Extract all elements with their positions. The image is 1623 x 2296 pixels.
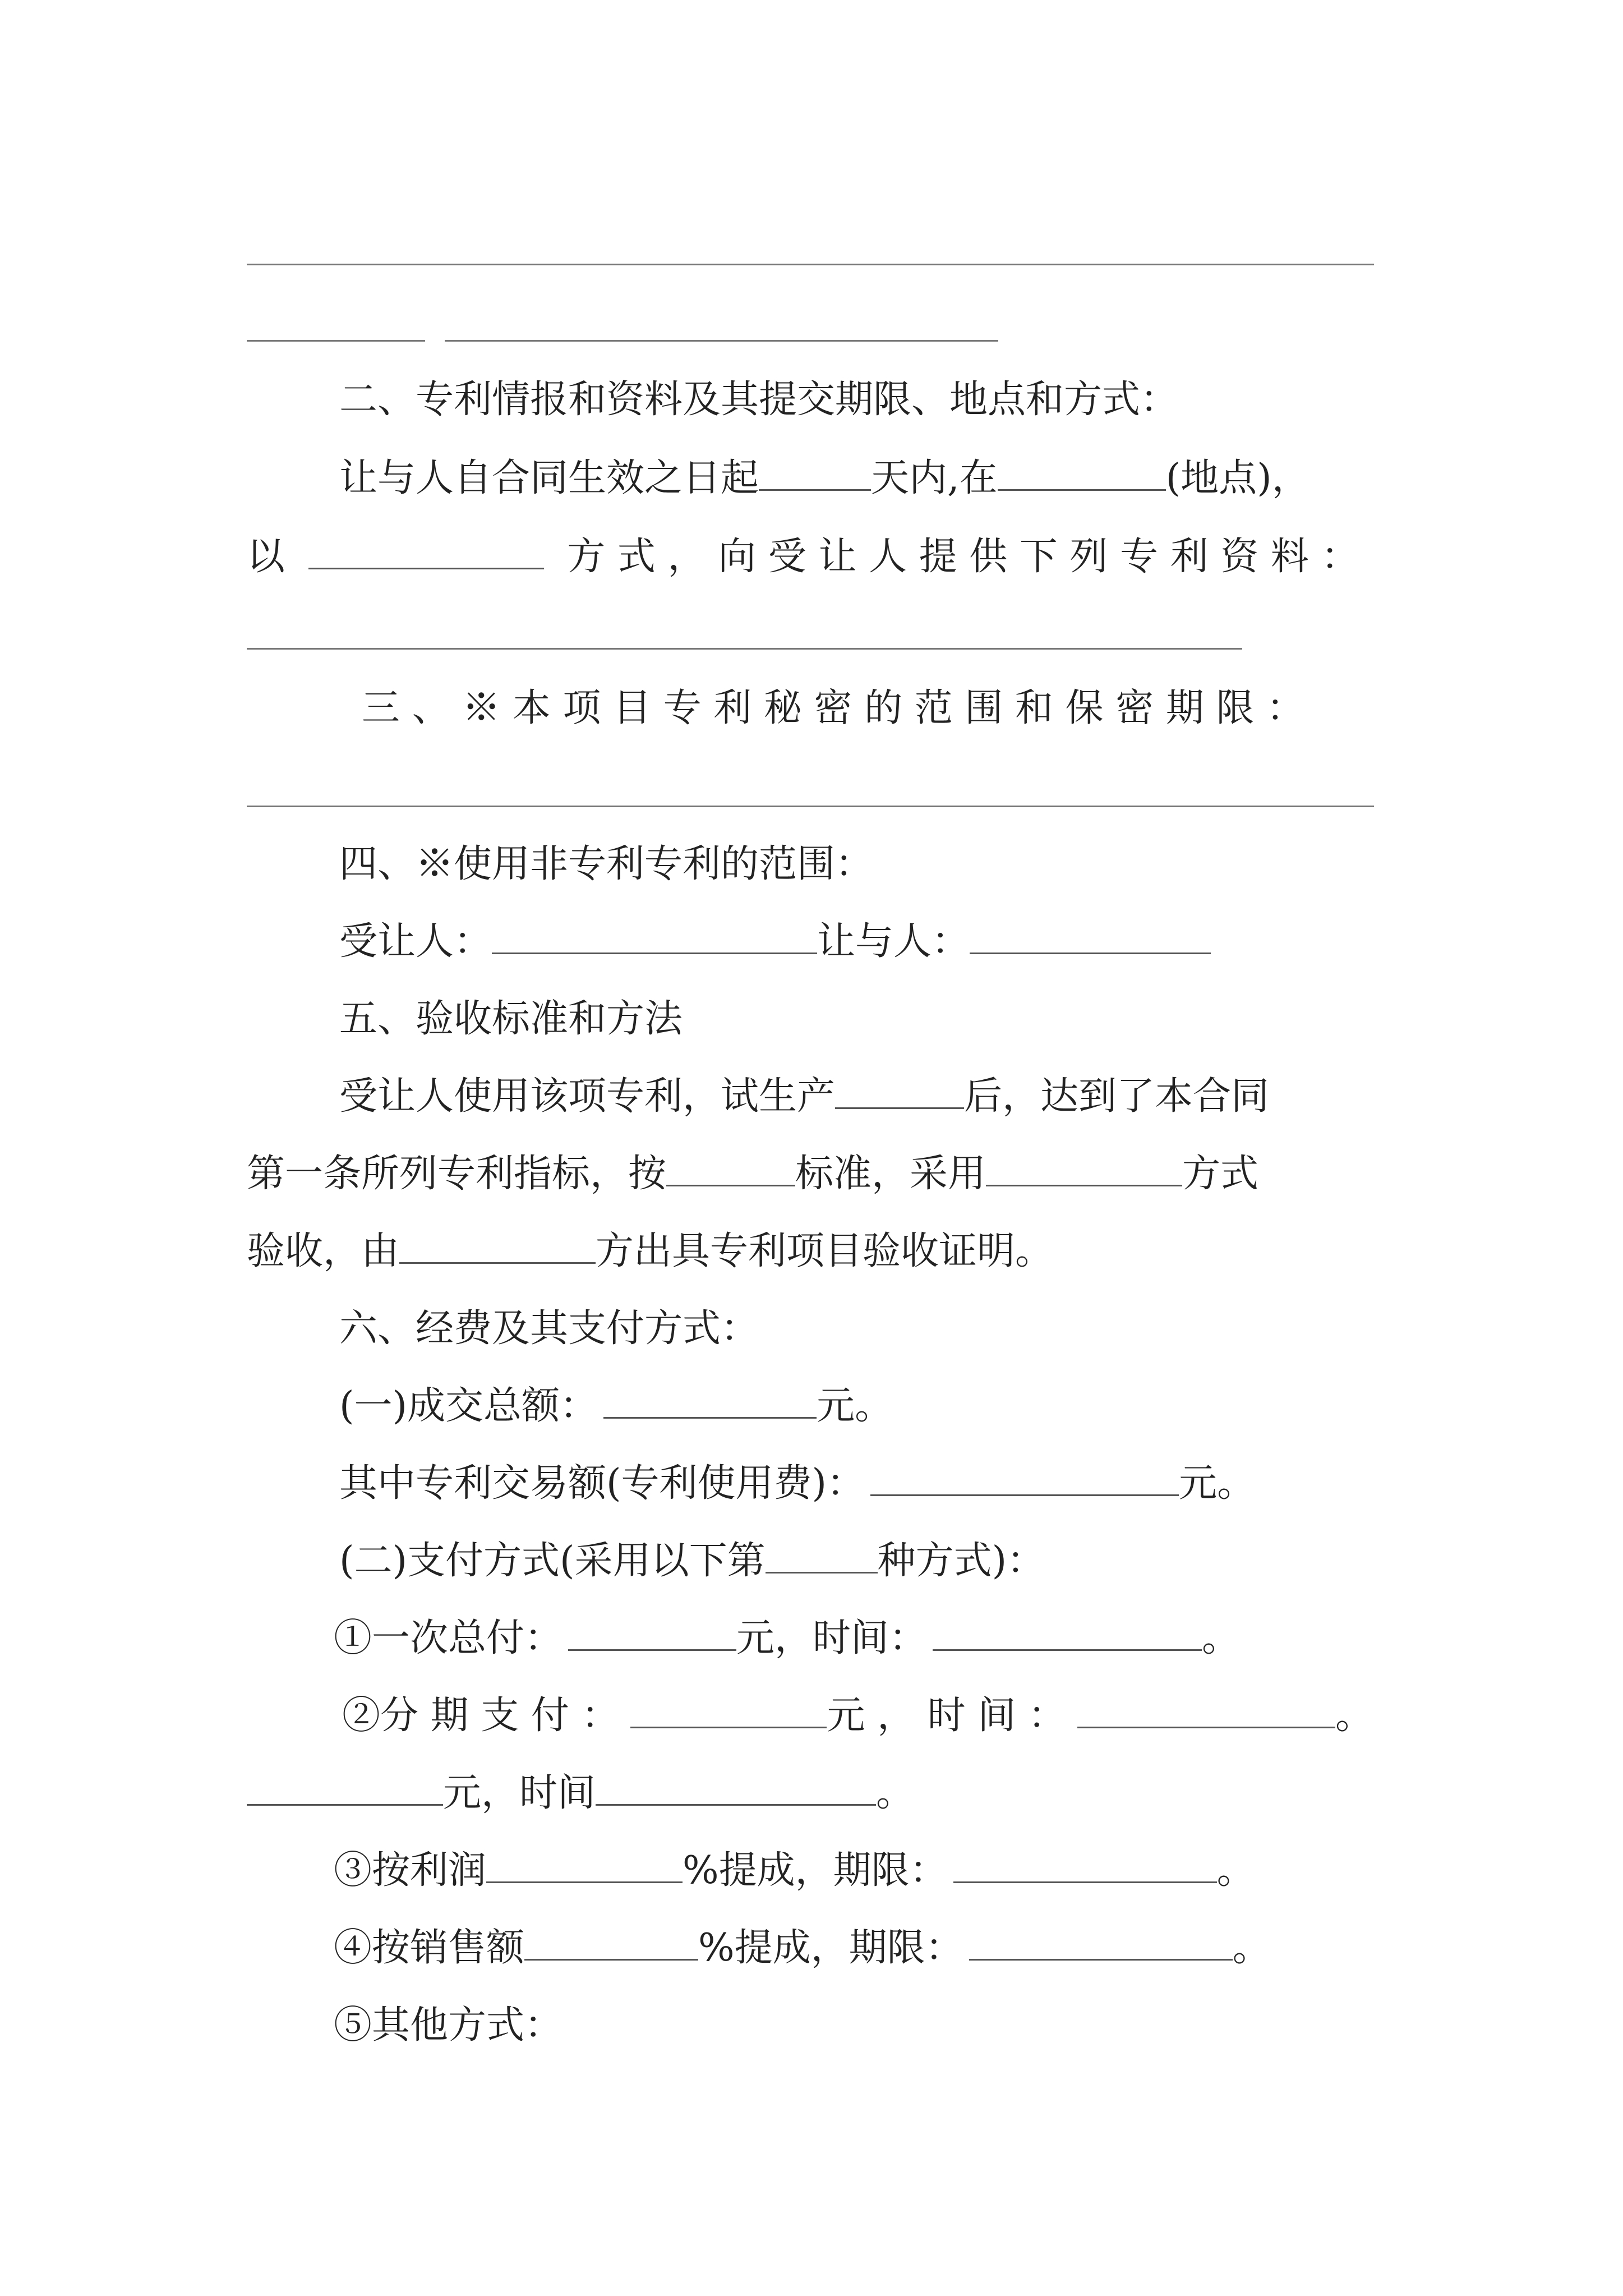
- text: 标准，采用: [795, 1152, 986, 1196]
- section-4-parties: [339, 917, 1211, 967]
- text: 其中专利交易额(专利使用费)：: [339, 1461, 865, 1506]
- text: 后，达到了本合同: [964, 1074, 1270, 1119]
- fill-blank-lump-sum[interactable]: [568, 1614, 736, 1651]
- section-6-patent-fee: [339, 1458, 1255, 1509]
- fill-blank-sales-percent[interactable]: [524, 1924, 698, 1961]
- section-3-heading: [362, 683, 1304, 734]
- fill-blank-method-number[interactable]: [766, 1537, 878, 1573]
- fill-blank-installment-time[interactable]: [1077, 1692, 1335, 1728]
- text: ①一次总付：: [334, 1616, 563, 1660]
- text: 让与人自合同生效之日起: [339, 456, 759, 500]
- fill-blank-method[interactable]: [308, 533, 544, 569]
- fill-blank-profit-term[interactable]: [953, 1847, 1217, 1883]
- section-4-heading-text: 四、※使用非专利专利的范围：: [339, 842, 874, 886]
- payment-option-1: [334, 1613, 1240, 1664]
- text: ②分 期 支 付 ：: [342, 1694, 620, 1738]
- section-2-heading-text: 二、专利情报和资料及其提交期限、地点和方式：: [339, 378, 1179, 422]
- fill-blank-assignor[interactable]: [970, 918, 1211, 954]
- fill-blank-profit-percent[interactable]: [486, 1847, 683, 1883]
- section-5-paragraph-1: [339, 1071, 1269, 1122]
- blank-rule: [247, 340, 425, 342]
- payment-option-2-continued: [247, 1768, 914, 1819]
- text: ④按销售额: [334, 1926, 525, 1970]
- blank-rule: [445, 340, 998, 342]
- text: 。: [1232, 1926, 1271, 1970]
- text: ③按利润: [334, 1848, 487, 1893]
- text: 天内,在: [871, 456, 998, 500]
- section-6-total-amount: [339, 1381, 893, 1432]
- fill-blank-total-amount[interactable]: [603, 1382, 817, 1419]
- fill-blank-lump-sum-time[interactable]: [933, 1614, 1202, 1651]
- section-2-paragraph-2: [247, 532, 1359, 582]
- assignor-label: 让与人：: [817, 919, 970, 964]
- fill-blank-installment-time-2[interactable]: [596, 1769, 876, 1806]
- section-3-heading-text: 三 、 ※ 本 项 目 专 利 秘 密 的 范 围 和 保 密 期 限 ：: [362, 686, 1305, 730]
- blank-rule: [247, 648, 1242, 650]
- text: 元，时间: [443, 1771, 596, 1815]
- section-5-heading-text: 五、验收标准和方法: [339, 997, 683, 1041]
- text: 第一条所列专利指标，按: [247, 1152, 667, 1196]
- section-5-paragraph-2: [247, 1149, 1258, 1199]
- text: (二)支付方式(采用以下第: [339, 1539, 766, 1583]
- text: 元 ， 时 间 ：: [827, 1694, 1066, 1738]
- fill-blank-standard[interactable]: [666, 1150, 795, 1186]
- text: 验收，由: [247, 1229, 400, 1273]
- blank-rule: [247, 264, 1374, 265]
- text: 元，时间：: [736, 1616, 928, 1660]
- fill-blank-location[interactable]: [998, 454, 1166, 491]
- payment-option-5: [334, 2000, 562, 2051]
- text: 受让人使用该项专利，试生产: [339, 1074, 836, 1119]
- section-6-heading-text: 六、经费及其支付方式：: [339, 1306, 759, 1351]
- section-2-paragraph-1: [339, 453, 1310, 504]
- text: 。: [1202, 1616, 1241, 1660]
- text: 。: [1335, 1694, 1373, 1738]
- fill-blank-days[interactable]: [759, 454, 871, 491]
- fill-blank-installment-amount-2[interactable]: [247, 1769, 443, 1806]
- section-5-paragraph-3: [247, 1226, 1053, 1277]
- text: 。: [876, 1771, 915, 1815]
- section-4-heading: [339, 839, 873, 890]
- section-2-heading: [339, 375, 1178, 425]
- fill-blank-assignee[interactable]: [492, 918, 817, 954]
- text: 种方式)：: [877, 1539, 1045, 1583]
- text: (地点)，: [1165, 456, 1310, 500]
- section-6-payment-method: [339, 1536, 1045, 1586]
- fill-blank-installment-amount[interactable]: [630, 1692, 827, 1728]
- text: %提成，期限：: [683, 1848, 948, 1893]
- text: 元。: [1179, 1461, 1256, 1506]
- assignee-label: 受让人：: [339, 919, 492, 964]
- text: 方 式 ， 向 受 让 人 提 供 下 列 专 利 资 料 ：: [567, 535, 1359, 579]
- text: ⑤其他方式：: [334, 2003, 563, 2047]
- text: 方式: [1182, 1152, 1259, 1196]
- fill-blank-certifying-party[interactable]: [399, 1227, 596, 1264]
- section-5-heading: [339, 994, 683, 1045]
- fill-blank-trial-period[interactable]: [835, 1073, 964, 1109]
- text: 。: [1216, 1848, 1255, 1893]
- payment-option-4: [334, 1923, 1271, 1973]
- text: 以: [247, 535, 285, 579]
- text: (一)成交总额：: [339, 1384, 598, 1428]
- payment-option-2: [342, 1691, 1373, 1741]
- section-6-heading: [339, 1304, 759, 1354]
- fill-blank-patent-fee[interactable]: [870, 1460, 1179, 1496]
- text: %提成，期限：: [698, 1926, 963, 1970]
- payment-option-3: [334, 1846, 1255, 1896]
- text: 元。: [817, 1384, 893, 1428]
- text: 方出具专利项目验收证明。: [596, 1229, 1054, 1273]
- blank-rule: [247, 806, 1374, 807]
- fill-blank-acceptance-method[interactable]: [986, 1150, 1182, 1186]
- fill-blank-sales-term[interactable]: [969, 1924, 1233, 1961]
